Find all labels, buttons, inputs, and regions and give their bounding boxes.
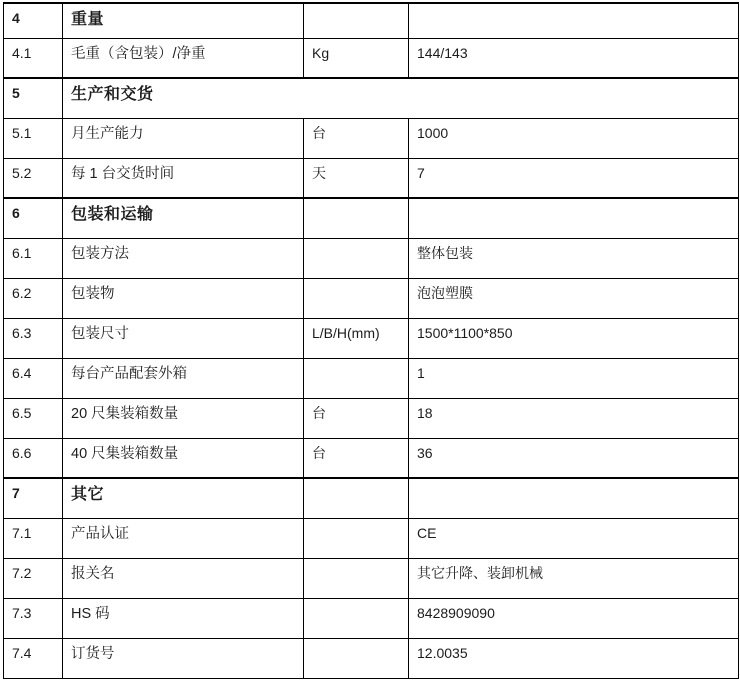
row-number-cell: 6.1 [4,238,63,278]
unit-cell [304,598,409,638]
row-number-cell: 6 [4,198,63,238]
row-number-cell: 7.2 [4,558,63,598]
table-row [4,38,739,78]
value-cell [409,3,739,38]
value-cell: 1 [409,358,739,398]
label-cell: 每台产品配套外箱 [63,358,304,398]
table-row [4,638,739,678]
value-cell: 泡泡塑膜 [409,278,739,318]
unit-cell [304,198,409,238]
row-number-cell: 7 [4,478,63,518]
section-title-cell: 其它 [63,478,304,518]
section-title-cell: 重量 [63,3,304,38]
unit-cell: 台 [304,118,409,158]
value-cell: 整体包装 [409,238,739,278]
value-cell [409,198,739,238]
table-row [4,318,739,358]
unit-cell: 天 [304,158,409,198]
table-row [4,358,739,398]
value-cell: 36 [409,438,739,478]
row-number-cell: 4 [4,3,63,38]
section-header-row [4,3,739,38]
label-cell: 月生产能力 [63,118,304,158]
table-row [4,278,739,318]
label-cell: 毛重（含包装）/净重 [63,38,304,78]
section-header-row [4,198,739,238]
label-cell: 订货号 [63,638,304,678]
row-number-cell: 7.4 [4,638,63,678]
product-spec-table [3,2,739,679]
value-cell [409,478,739,518]
label-cell: 包装物 [63,278,304,318]
value-cell: 其它升降、装卸机械 [409,558,739,598]
row-number-cell: 6.4 [4,358,63,398]
unit-cell: L/B/H(mm) [304,318,409,358]
row-number-cell: 6.5 [4,398,63,438]
unit-cell [304,278,409,318]
table-row [4,238,739,278]
label-cell: 20 尺集装箱数量 [63,398,304,438]
unit-cell [304,518,409,558]
row-number-cell: 5 [4,78,63,118]
table-row [4,398,739,438]
table-row [4,438,739,478]
value-cell: 8428909090 [409,598,739,638]
spec-sheet-page [0,2,740,681]
label-cell: 产品认证 [63,518,304,558]
section-header-row [4,478,739,518]
unit-cell: 台 [304,398,409,438]
row-number-cell: 7.3 [4,598,63,638]
value-cell: 12.0035 [409,638,739,678]
value-cell: 7 [409,158,739,198]
row-number-cell: 6.6 [4,438,63,478]
unit-cell [304,638,409,678]
section-title-cell: 包装和运输 [63,198,304,238]
value-cell: CE [409,518,739,558]
row-number-cell: 5.2 [4,158,63,198]
unit-cell [304,478,409,518]
label-cell: 报关名 [63,558,304,598]
spec-table-body [4,3,739,678]
row-number-cell: 5.1 [4,118,63,158]
unit-cell: Kg [304,38,409,78]
unit-cell [304,3,409,38]
label-cell: 包装尺寸 [63,318,304,358]
row-number-cell: 6.3 [4,318,63,358]
table-row [4,518,739,558]
label-cell: 每 1 台交货时间 [63,158,304,198]
table-row [4,158,739,198]
row-number-cell: 7.1 [4,518,63,558]
label-cell: 40 尺集装箱数量 [63,438,304,478]
row-number-cell: 4.1 [4,38,63,78]
section-header-row [4,78,739,118]
value-cell: 1000 [409,118,739,158]
table-row [4,118,739,158]
section-title-cell: 生产和交货 [63,78,739,118]
unit-cell [304,238,409,278]
unit-cell [304,558,409,598]
row-number-cell: 6.2 [4,278,63,318]
unit-cell [304,358,409,398]
label-cell: 包装方法 [63,238,304,278]
unit-cell: 台 [304,438,409,478]
label-cell: HS 码 [63,598,304,638]
value-cell: 144/143 [409,38,739,78]
value-cell: 1500*1100*850 [409,318,739,358]
value-cell: 18 [409,398,739,438]
table-row [4,598,739,638]
table-row [4,558,739,598]
